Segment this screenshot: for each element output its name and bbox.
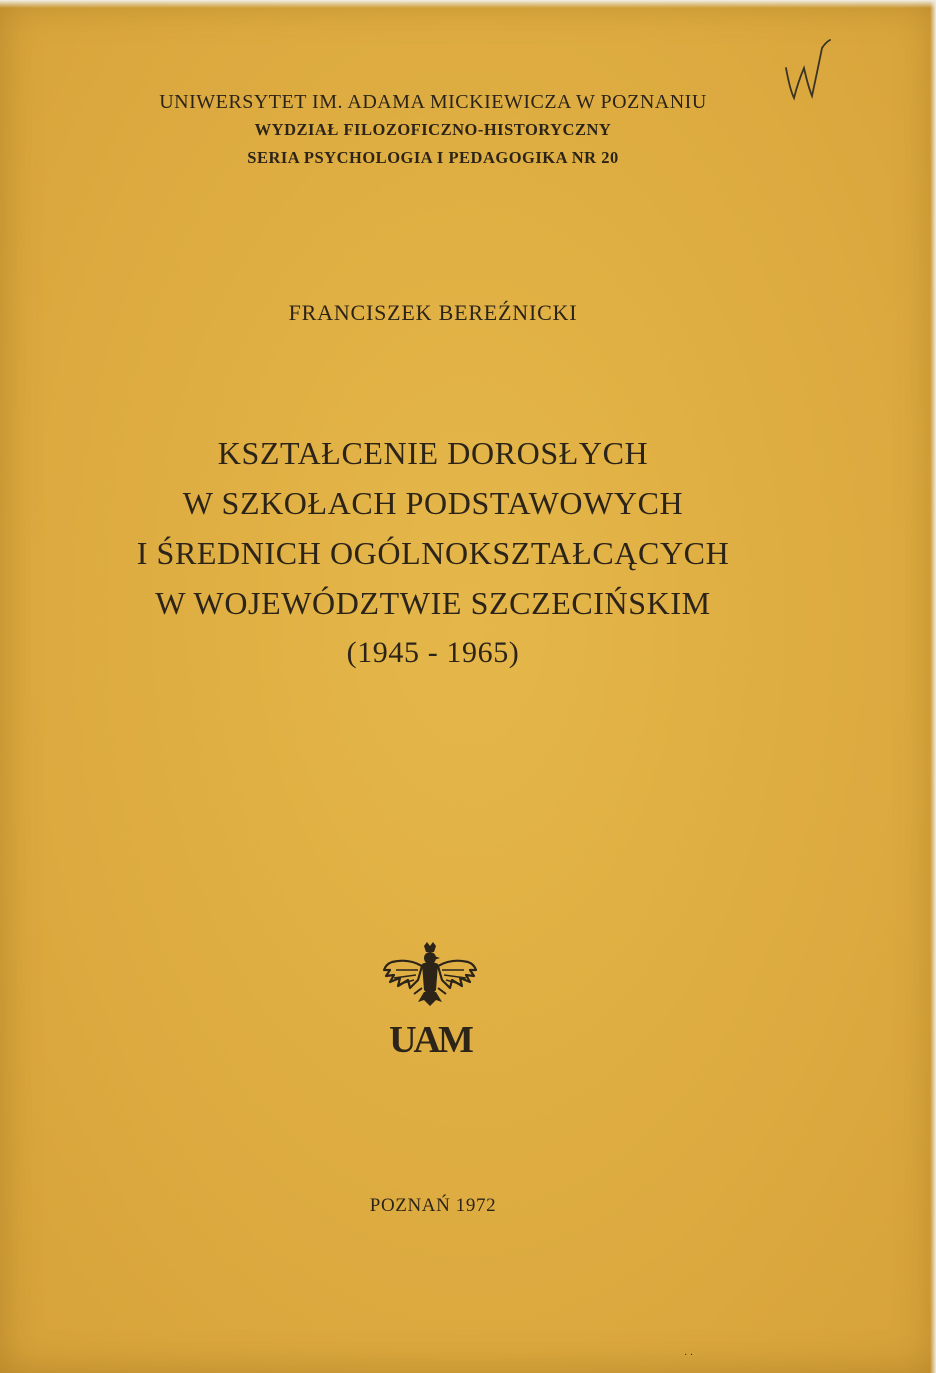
publisher-header (0, 88, 866, 172)
author-name: FRANCISZEK BEREŹNICKI (288, 300, 578, 325)
title-line-2: W SZKOŁACH PODSTAWOWYCH (182, 485, 684, 521)
page-edge-top (0, 0, 936, 8)
imprint-place-year: POZNAŃ 1972 (369, 1195, 497, 1216)
faculty-name: WYDZIAŁ FILOZOFICZNO-HISTORYCZNY (254, 120, 612, 139)
page-edge-right (930, 0, 936, 1373)
print-specks: · · (684, 1350, 694, 1361)
title-line-4: W WOJEWÓDZTWIE SZCZECIŃSKIM (155, 585, 711, 621)
university-name: UNIWERSYTET IM. ADAMA MICKIEWICZA W POZNANIU (159, 91, 707, 113)
book-title (0, 428, 866, 678)
eagle-emblem-icon (378, 940, 482, 1060)
logo-text: UAM (389, 1019, 471, 1060)
series-name: SERIA PSYCHOLOGIA I PEDAGOGIKA NR 20 (247, 148, 619, 167)
title-years: (1945 - 1965) (346, 636, 520, 669)
title-line-3: I ŚREDNICH OGÓLNOKSZTAŁCĄCYCH (136, 535, 730, 571)
title-line-1: KSZTAŁCENIE DOROSŁYCH (217, 435, 649, 471)
